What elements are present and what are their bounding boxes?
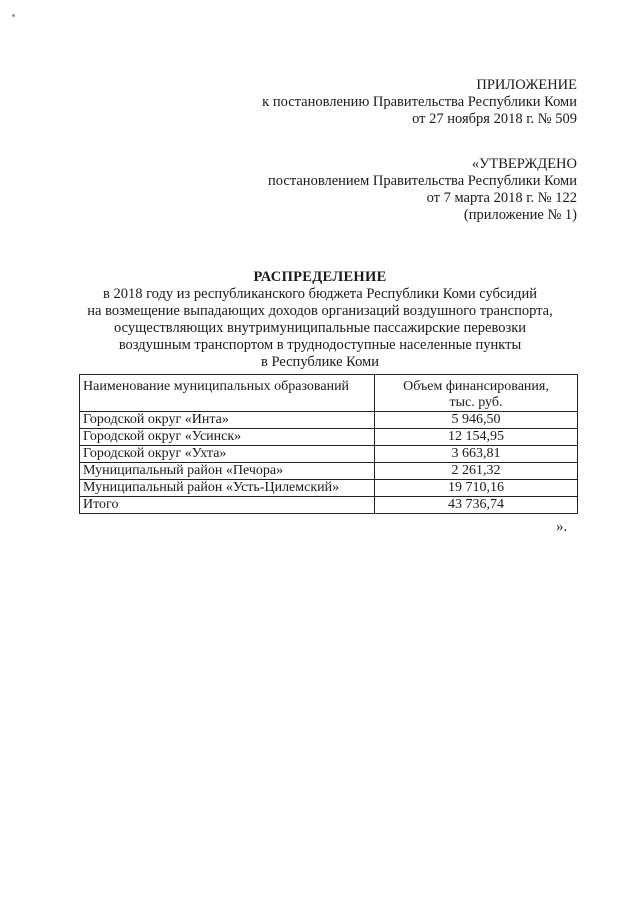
table-row xyxy=(80,429,578,446)
row-amount: 2 261,32 xyxy=(375,463,578,480)
row-name: Муниципальный район «Усть-Цилемский» xyxy=(80,480,375,497)
title-heading: РАСПРЕДЕЛЕНИЕ xyxy=(253,269,387,285)
table-header-row xyxy=(80,375,578,412)
appendix-heading: ПРИЛОЖЕНИЕ xyxy=(476,77,577,93)
approved-resolution-line: постановлением Правительства Республики Коми xyxy=(268,173,577,189)
table-row xyxy=(80,463,578,480)
scan-speck xyxy=(12,14,15,17)
amount-header-line-1: Объем финансирования, xyxy=(403,379,549,394)
appendix-resolution-line: к постановлению Правительства Республики Коми xyxy=(262,94,577,110)
column-header-amount xyxy=(375,375,578,412)
approved-date-line: от 7 марта 2018 г. № 122 xyxy=(426,190,577,206)
total-amount: 43 736,74 xyxy=(375,497,578,514)
approved-annex-line: (приложение № 1) xyxy=(463,207,577,223)
appendix-header xyxy=(262,77,577,128)
table-row xyxy=(80,412,578,429)
title-line-2: на возмещение выпадающих доходов организаций воздушного транспорта, xyxy=(87,303,553,319)
amount-header-line-2: тыс. руб. xyxy=(449,395,503,410)
appendix-date-line: от 27 ноября 2018 г. № 509 xyxy=(412,111,577,127)
closing-quote: ». xyxy=(556,519,568,535)
row-amount: 3 663,81 xyxy=(375,446,578,463)
table-row xyxy=(80,480,578,497)
row-amount: 12 154,95 xyxy=(375,429,578,446)
row-name: Городской округ «Усинск» xyxy=(80,429,375,446)
document-title xyxy=(60,269,580,371)
table-row xyxy=(80,446,578,463)
column-header-name: Наименование муниципальных образований xyxy=(80,375,375,412)
distribution-table xyxy=(79,374,578,514)
title-line-4: воздушным транспортом в труднодоступные населенные пункты xyxy=(118,337,522,353)
approved-heading: «УТВЕРЖДЕНО xyxy=(471,156,577,172)
title-line-1: в 2018 году из республиканского бюджета Республики Коми субсидий xyxy=(103,286,537,302)
approved-header xyxy=(268,156,577,224)
title-line-5: в Республике Коми xyxy=(260,354,379,370)
table-total-row xyxy=(80,497,578,514)
row-amount: 19 710,16 xyxy=(375,480,578,497)
row-amount: 5 946,50 xyxy=(375,412,578,429)
title-line-3: осуществляющих внутримуниципальные пассажирские перевозки xyxy=(113,320,527,336)
total-label: Итого xyxy=(80,497,375,514)
row-name: Городской округ «Ухта» xyxy=(80,446,375,463)
row-name: Муниципальный район «Печора» xyxy=(80,463,375,480)
row-name: Городской округ «Инта» xyxy=(80,412,375,429)
